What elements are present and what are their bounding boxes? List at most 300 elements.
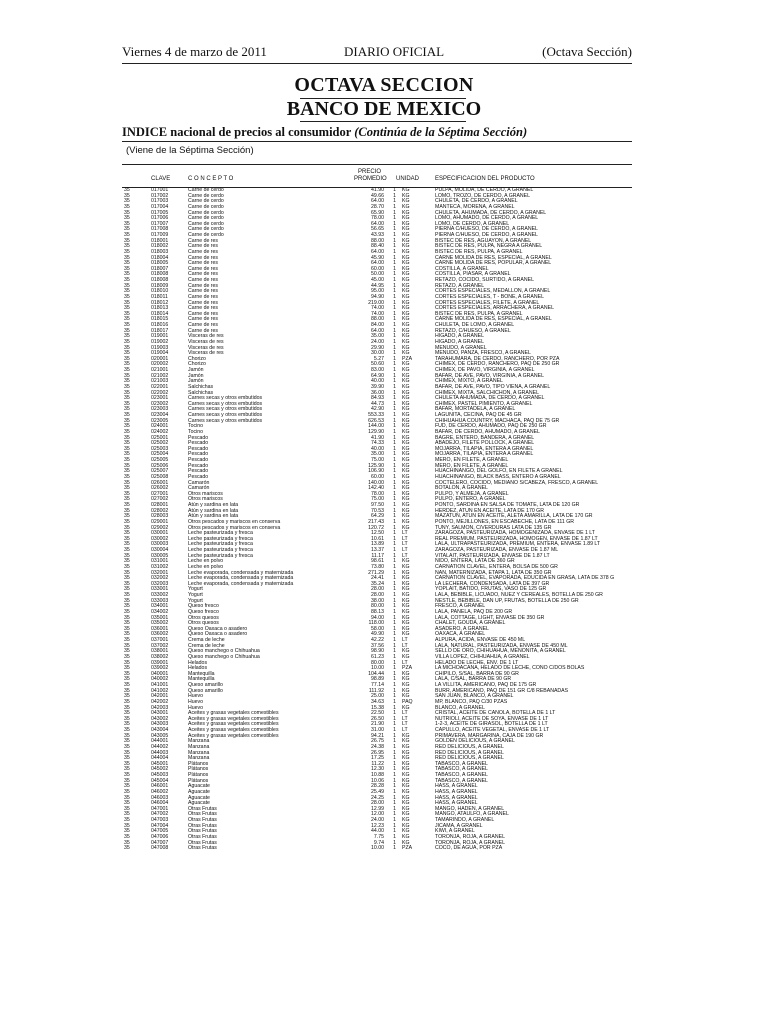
row-unidad: KG	[402, 631, 410, 638]
row-precio: 35.24	[371, 580, 384, 587]
row-clave: 030004	[151, 547, 169, 553]
table-row	[122, 846, 632, 852]
row-especificacion: ALPURA, ACIDA, ENVASE DE 450 ML	[435, 637, 526, 643]
row-clave: 025001	[151, 434, 169, 441]
row-entity: 35	[124, 817, 130, 823]
row-concepto: Leche evaporada, condensada y maternizada	[188, 580, 294, 587]
row-precio: 42.90	[371, 406, 384, 413]
row-precio: 28.00	[371, 586, 384, 593]
row-cantidad: 1	[393, 693, 396, 700]
row-concepto: Leche en polvo	[188, 558, 224, 565]
row-entity: 35	[124, 552, 130, 559]
row-entity: 35	[124, 743, 130, 750]
row-precio: 13.89	[371, 541, 384, 548]
row-especificacion: BAGRE, ENTERO, BANDERA, A GRANEL	[435, 434, 535, 441]
row-cantidad: 1	[393, 749, 396, 756]
row-concepto: Mantequilla	[188, 676, 215, 683]
row-entity: 35	[124, 524, 130, 531]
row-concepto: Chorizo	[188, 361, 206, 368]
row-unidad: LT	[402, 721, 408, 728]
row-clave: 033001	[151, 586, 169, 593]
row-entity: 35	[124, 260, 130, 267]
row-precio: 80.00	[371, 659, 384, 666]
row-clave: 035002	[151, 620, 169, 627]
row-unidad: KG	[402, 822, 410, 829]
row-clave: 043001	[151, 710, 169, 717]
row-cantidad: 1	[393, 558, 396, 565]
row-especificacion: FRESCO, A GRANEL	[435, 603, 486, 610]
row-clave: 032002	[151, 575, 169, 582]
row-concepto: Aceites y grasas vegetales comestibles	[188, 727, 279, 733]
row-unidad: LT	[402, 659, 408, 666]
row-especificacion: CARNATION CLAVEL, EVAPORADA, EDUCIDA EN GRASA, LATA DE 378 G	[435, 575, 615, 582]
row-unidad: KG	[402, 766, 410, 773]
row-especificacion: CHIMEX, DE CERDO, RANCHERO, PAQ DE 250 GR	[435, 361, 560, 368]
row-entity: 35	[124, 389, 130, 396]
row-cantidad: 1	[393, 417, 396, 424]
row-precio: 120.72	[368, 524, 384, 531]
row-precio: 142.40	[368, 485, 384, 492]
row-clave: 047005	[151, 828, 169, 835]
row-cantidad: 1	[393, 260, 396, 267]
row-precio: 60.00	[371, 265, 384, 272]
row-cantidad: 1	[393, 535, 396, 542]
row-precio: 106.90	[368, 468, 384, 475]
row-entity: 35	[124, 518, 130, 525]
row-especificacion: TABASCO, A GRANEL	[435, 766, 488, 773]
row-concepto: Carnes secas y otros embutidos	[188, 412, 263, 418]
row-unidad: KG	[402, 485, 410, 492]
row-especificacion: MENUDO, A GRANEL	[435, 344, 487, 351]
row-especificacion: CHALET, GOUDA, A GRANEL	[435, 620, 506, 627]
row-cantidad: 1	[393, 209, 396, 216]
row-entity: 35	[124, 693, 130, 700]
row-unidad: KG	[402, 350, 410, 357]
row-concepto: Carne de res	[188, 288, 218, 295]
row-clave: 045002	[151, 766, 169, 773]
row-clave: 047006	[151, 833, 169, 840]
row-clave: 025005	[151, 457, 169, 463]
row-clave: 018015	[151, 316, 169, 323]
row-especificacion: BISTEC DE RES, PULPA, NEGRA A GRANEL	[435, 243, 543, 250]
row-entity: 35	[124, 760, 130, 767]
row-unidad: KG	[402, 603, 410, 610]
row-clave: 023005	[151, 417, 169, 424]
row-clave: 047001	[151, 805, 169, 812]
row-concepto: Yogurt	[188, 597, 203, 604]
row-clave: 040002	[151, 676, 169, 683]
row-entity: 35	[124, 383, 130, 390]
row-precio: 64.90	[371, 372, 384, 379]
row-clave: 032001	[151, 569, 169, 576]
row-especificacion: SELLO DE ORO, CHIHUAHUA, MENONITA, A GRANEL	[435, 648, 566, 655]
row-unidad: KG	[402, 462, 410, 469]
row-concepto: Carnes secas y otros embutidos	[188, 417, 263, 424]
row-entity: 35	[124, 490, 130, 497]
row-entity: 35	[124, 845, 130, 852]
row-especificacion: TARAHUMARA, DE CERDO, RANCHERO, POR PZA	[435, 355, 560, 362]
row-cantidad: 1	[393, 293, 396, 300]
row-precio: 64.29	[371, 513, 384, 520]
row-concepto: Otras Frutas	[188, 822, 217, 829]
row-precio: 88.00	[371, 316, 384, 323]
row-concepto: Otros pescados y mariscos en conserva	[188, 518, 281, 525]
row-unidad: KG	[402, 215, 410, 222]
row-concepto: Carne de res	[188, 310, 218, 317]
row-especificacion: PULPO, ENTERO, A GRANEL	[435, 496, 506, 503]
row-precio: 9.74	[373, 839, 384, 846]
row-entity: 35	[124, 727, 130, 733]
row-cantidad: 1	[393, 457, 396, 463]
row-especificacion: CRISTAL, ACEITE DE CANOLA, BOTELLA DE 1 LT	[435, 710, 556, 717]
row-unidad: KG	[402, 265, 410, 272]
row-concepto: Carne de res	[188, 299, 218, 306]
row-unidad: KG	[402, 518, 410, 525]
row-entity: 35	[124, 395, 130, 402]
row-clave: 030001	[151, 530, 169, 537]
row-cantidad: 1	[393, 502, 396, 508]
row-clave: 018017	[151, 327, 169, 334]
row-unidad: KG	[402, 760, 410, 767]
section-title: OCTAVA SECCION	[294, 74, 474, 96]
row-precio: 50.60	[371, 361, 384, 368]
row-concepto: Jamón	[188, 378, 204, 385]
row-unidad: LT	[402, 637, 408, 643]
row-concepto: Carne de res	[188, 248, 218, 255]
row-precio: 24.41	[371, 575, 384, 582]
row-clave: 044003	[151, 749, 169, 756]
row-clave: 027001	[151, 490, 169, 497]
row-unidad: KG	[402, 389, 410, 396]
row-concepto: Otros mariscos	[188, 490, 223, 497]
row-concepto: Aguacate	[188, 794, 210, 801]
row-especificacion: BLANCO, A GRANEL	[435, 704, 485, 711]
row-concepto: Leche pasteurizada y fresca	[188, 541, 253, 548]
row-especificacion: RED DELICIOUS, A GRANEL	[435, 743, 504, 750]
row-especificacion: CHULETA, DE CERDO, A GRANEL	[435, 198, 518, 205]
row-entity: 35	[124, 361, 130, 368]
row-especificacion: COCO, DE AGUA, POR PZA	[435, 845, 503, 852]
row-concepto: Carne de cerdo	[188, 226, 224, 233]
row-clave: 028002	[151, 507, 169, 514]
row-clave: 021002	[151, 372, 169, 379]
row-cantidad: 1	[393, 226, 396, 233]
row-cantidad: 1	[393, 428, 396, 435]
row-entity: 35	[124, 710, 130, 717]
row-clave: 025006	[151, 462, 169, 469]
row-precio: 45.00	[371, 277, 384, 283]
row-especificacion: MANGO, ATAULFO, A GRANEL	[435, 811, 509, 818]
row-concepto: Leche pasteurizada y fresca	[188, 547, 253, 553]
row-concepto: Queso Oaxaca o asadero	[188, 631, 248, 638]
row-concepto: Atún y sardina en lata	[188, 507, 239, 514]
row-precio: 94.90	[371, 293, 384, 300]
row-entity: 35	[124, 715, 130, 722]
row-especificacion: BAFAR, DE AVE, PAVO, TIPO VIENA, A GRANEL	[435, 383, 551, 390]
row-especificacion: LALA, COTTAGE, LIGHT, ENVASE DE 350 GR	[435, 614, 545, 621]
row-precio: 49.66	[371, 192, 384, 199]
row-unidad: KG	[402, 282, 410, 289]
row-precio: 12.99	[371, 805, 384, 812]
row-precio: 40.00	[371, 445, 384, 452]
row-especificacion: LALA, NATURAL, PASTEURIZADA, ENVASE DE 450 ML	[435, 642, 568, 649]
row-entity: 35	[124, 513, 130, 520]
row-clave: 020001	[151, 355, 169, 362]
row-especificacion: HASS, A GRANEL	[435, 788, 478, 795]
row-especificacion: CORTES ESPECIALES, MEDALLON, A GRANEL	[435, 288, 551, 295]
row-clave: 047003	[151, 817, 169, 823]
row-unidad: KG	[402, 338, 410, 345]
row-cantidad: 1	[393, 563, 396, 570]
row-unidad: KG	[402, 811, 410, 818]
row-cantidad: 1	[393, 580, 396, 587]
row-concepto: Manzana	[188, 743, 210, 750]
row-precio: 84.93	[371, 395, 384, 402]
row-precio: 49.90	[371, 631, 384, 638]
row-especificacion: CORTES ESPECIALES, FILETE, A GRANEL	[435, 299, 540, 306]
row-clave: 043005	[151, 732, 169, 739]
row-concepto: Pescado	[188, 440, 209, 447]
row-precio: 36.00	[371, 389, 384, 396]
row-entity: 35	[124, 833, 130, 840]
row-cantidad: 1	[393, 316, 396, 323]
row-unidad: KG	[402, 502, 410, 508]
row-cantidad: 1	[393, 518, 396, 525]
row-entity: 35	[124, 479, 130, 486]
row-entity: 35	[124, 198, 130, 205]
row-cantidad: 1	[393, 839, 396, 846]
row-entity: 35	[124, 642, 130, 649]
row-precio: 74.33	[371, 440, 384, 447]
row-entity: 35	[124, 271, 130, 278]
row-especificacion: OAXACA, A GRANEL	[435, 631, 486, 638]
row-entity: 35	[124, 530, 130, 537]
row-cantidad: 1	[393, 445, 396, 452]
row-entity: 35	[124, 232, 130, 238]
row-concepto: Salchichas	[188, 389, 214, 396]
row-concepto: Visceras de res	[188, 333, 224, 340]
row-clave: 042001	[151, 693, 169, 700]
row-entity: 35	[124, 603, 130, 610]
row-unidad: KG	[402, 440, 410, 447]
row-entity: 35	[124, 440, 130, 447]
row-concepto: Otros mariscos	[188, 496, 223, 503]
row-especificacion: CHULETA, AHUMADA, DE CERDO, A GRANEL	[435, 209, 547, 216]
row-entity: 35	[124, 305, 130, 312]
row-especificacion: LA VILLITA, AMERICANO, PAQ DE 175 GR	[435, 682, 537, 688]
row-unidad: KG	[402, 800, 410, 807]
row-precio: 88.13	[371, 608, 384, 615]
row-unidad: KG	[402, 372, 410, 379]
row-precio: 31.00	[371, 727, 384, 733]
row-entity: 35	[124, 277, 130, 283]
row-entity: 35	[124, 428, 130, 435]
row-precio: 24.38	[371, 743, 384, 750]
row-cantidad: 1	[393, 755, 396, 762]
row-clave: 031001	[151, 558, 169, 565]
row-cantidad: 1	[393, 513, 396, 520]
row-especificacion: LAGUNITA, CECINA, PAQ DE 45 GR	[435, 412, 522, 418]
row-cantidad: 1	[393, 395, 396, 402]
row-cantidad: 1	[393, 490, 396, 497]
row-especificacion: LA MICHOACANA, HELADO DE LECHE, CONO C/DOS BOLAS	[435, 665, 585, 672]
row-clave: 031002	[151, 563, 169, 570]
row-clave: 038001	[151, 648, 169, 655]
row-cantidad: 1	[393, 603, 396, 610]
row-precio: 43.93	[371, 232, 384, 238]
row-clave: 046003	[151, 794, 169, 801]
row-unidad: KG	[402, 575, 410, 582]
row-clave: 025002	[151, 440, 169, 447]
row-entity: 35	[124, 721, 130, 728]
row-cantidad: 1	[393, 383, 396, 390]
row-entity: 35	[124, 794, 130, 801]
row-cantidad: 1	[393, 608, 396, 615]
row-entity: 35	[124, 800, 130, 807]
index-title	[122, 125, 527, 140]
row-unidad: LT	[402, 547, 408, 553]
row-precio: 50.00	[371, 271, 384, 278]
row-concepto: Camarón	[188, 485, 210, 492]
row-clave: 037002	[151, 642, 169, 649]
row-especificacion: LALA, BEBIBLE, LICUADO, NUEZ Y CEREALES, BOTELLA DE 250 GR	[435, 592, 603, 598]
row-concepto: Pescado	[188, 451, 209, 458]
row-entity: 35	[124, 322, 130, 328]
row-precio: 64.00	[371, 248, 384, 255]
row-cantidad: 1	[393, 265, 396, 272]
row-clave: 034002	[151, 608, 169, 615]
row-precio: 25.00	[371, 693, 384, 700]
col-unidad: UNIDAD	[396, 176, 420, 182]
row-unidad: KG	[402, 670, 410, 677]
row-concepto: Otras Frutas	[188, 845, 217, 852]
row-clave: 046004	[151, 800, 169, 807]
row-concepto: Otros quesos	[188, 614, 219, 621]
row-concepto: Mantequilla	[188, 670, 215, 677]
row-clave: 043004	[151, 727, 169, 733]
row-precio: 5.27	[373, 355, 384, 362]
row-concepto: Carne de res	[188, 277, 218, 283]
row-entity: 35	[124, 749, 130, 756]
row-cantidad: 1	[393, 653, 396, 660]
row-unidad: KG	[402, 277, 410, 283]
row-entity: 35	[124, 462, 130, 469]
row-clave: 018011	[151, 293, 168, 300]
row-especificacion: MOJARRA, TILAPIA, ENTERA A GRANEL	[435, 445, 534, 452]
row-cantidad: 1	[393, 496, 396, 503]
row-concepto: Pescado	[188, 462, 209, 469]
row-clave: 018012	[151, 299, 169, 306]
row-especificacion: ASADERO, A GRANEL	[435, 625, 489, 632]
row-especificacion: CHIMEX, PASTEL PIMIENTO, A GRANEL	[435, 400, 533, 407]
row-cantidad: 1	[393, 277, 396, 283]
row-clave: 043003	[151, 721, 169, 728]
row-cantidad: 1	[393, 541, 396, 548]
row-especificacion: MENUDO, PANZA, FRESCO, A GRANEL	[435, 350, 531, 357]
row-unidad: KG	[402, 563, 410, 570]
row-unidad: KG	[402, 457, 410, 463]
row-precio: 98.61	[371, 558, 384, 565]
row-clave: 047004	[151, 822, 169, 829]
row-cantidad: 1	[393, 670, 396, 677]
row-cantidad: 1	[393, 620, 396, 627]
row-clave: 019001	[151, 333, 169, 340]
row-entity: 35	[124, 288, 130, 295]
row-cantidad: 1	[393, 468, 396, 475]
table-header	[122, 167, 632, 187]
row-concepto: Visceras de res	[188, 338, 224, 345]
row-concepto: Yogurt	[188, 586, 203, 593]
row-unidad: KG	[402, 400, 410, 407]
row-unidad: KG	[402, 490, 410, 497]
row-unidad: KG	[402, 468, 410, 475]
row-unidad: KG	[402, 788, 410, 795]
row-concepto: Carne de cerdo	[188, 232, 224, 238]
row-precio: 94.21	[371, 732, 384, 739]
col-clave: CLAVE	[151, 176, 171, 182]
row-concepto: Tocino	[188, 423, 203, 430]
row-cantidad: 1	[393, 389, 396, 396]
row-especificacion: GOLDEN DELICIOUS, A GRANEL	[435, 738, 515, 745]
row-clave: 018013	[151, 305, 169, 312]
row-precio: 7.75	[373, 833, 384, 840]
row-especificacion: BAFAR, MORTADELA, A GRANEL	[435, 406, 516, 413]
row-especificacion: MOJARRA, TILAPIA, ENTERA A GRANEL	[435, 451, 534, 458]
row-precio: 64.00	[371, 220, 384, 227]
row-cantidad: 1	[393, 187, 396, 193]
row-precio: 42.22	[371, 637, 384, 643]
row-concepto: Carne de res	[188, 260, 218, 267]
row-unidad: LT	[402, 642, 408, 649]
row-clave: 023002	[151, 400, 169, 407]
row-entity: 35	[124, 254, 130, 261]
row-especificacion: BAFAR, DE AVE, PAVO, VIRGINIA, A GRANEL	[435, 372, 544, 379]
row-precio: 34.63	[371, 698, 384, 705]
row-unidad: LT	[402, 710, 408, 717]
row-cantidad: 1	[393, 237, 396, 244]
row-clave: 044002	[151, 743, 169, 750]
row-precio: 10.06	[371, 777, 384, 784]
row-cantidad: 1	[393, 592, 396, 598]
row-especificacion: ZARAGOZA, PASTEURIZADA, HOMOGENIZADA, ENVASE DE 1 LT	[435, 530, 595, 537]
row-cantidad: 1	[393, 327, 396, 334]
row-especificacion: LOMO, AHUMADO, DE CERDO, A GRANEL	[435, 215, 539, 222]
row-precio: 88.00	[371, 237, 384, 244]
row-clave: 039002	[151, 665, 169, 672]
row-concepto: Otros pescados y mariscos en conserva	[188, 524, 281, 531]
row-concepto: Carne de res	[188, 265, 218, 272]
row-unidad: PZA	[402, 665, 413, 672]
row-unidad: KG	[402, 428, 410, 435]
row-cantidad: 1	[393, 704, 396, 711]
row-unidad: KG	[402, 614, 410, 621]
row-unidad: KG	[402, 693, 410, 700]
row-especificacion: CHIMEX, MIXTO, A GRANEL	[435, 378, 503, 385]
row-entity: 35	[124, 338, 130, 345]
row-especificacion: CORTES ESPECIALES, ARRACHERA, A GRANEL	[435, 305, 554, 312]
row-unidad: KG	[402, 496, 410, 503]
row-especificacion: REAL PREMIUM, PASTEURIZADA, HOMOGEN, ENVASE DE 1.87 LT	[435, 535, 598, 542]
row-unidad: KG	[402, 749, 410, 756]
row-clave: 036002	[151, 631, 169, 638]
row-concepto: Otras Frutas	[188, 828, 217, 835]
row-especificacion: RETAZO, COCIDO, SURTIDO, A GRANEL	[435, 277, 534, 283]
row-precio: 111.92	[368, 687, 384, 694]
row-especificacion: PIERNA C/HUESO, DE CERDO, A GRANEL	[435, 226, 538, 233]
row-entity: 35	[124, 355, 130, 362]
row-concepto: Crema de leche	[188, 637, 225, 643]
row-cantidad: 1	[393, 220, 396, 227]
